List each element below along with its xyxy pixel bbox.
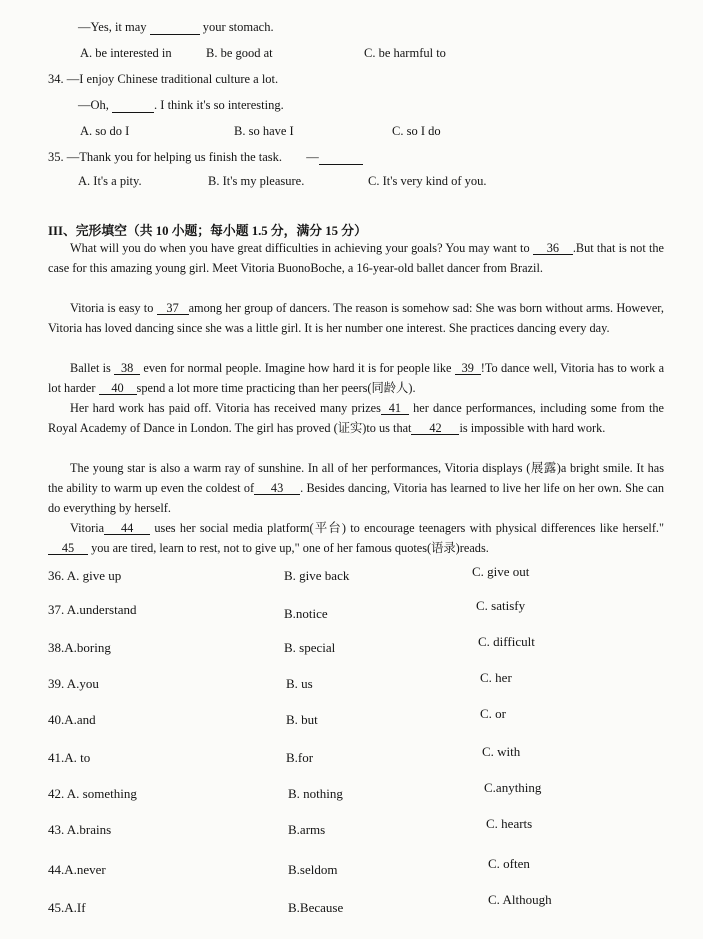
p4-text-c: is impossible with hard work.: [459, 421, 606, 435]
p1-text-b: .But that is not the case for this amazing young girl. Meet Vitoria BuonoBoche, a 16-year-old ballet dancer from Brazil.: [48, 241, 664, 275]
choice-37-c: C. satisfy: [476, 598, 526, 613]
choice-45-b: B.Because: [288, 900, 344, 915]
q34-reply: [78, 98, 284, 113]
choice-row-37: [48, 598, 668, 626]
choice-row-41: [48, 744, 668, 774]
choice-row-44: [48, 856, 668, 886]
choice-37-a: 37. A.understand: [48, 602, 137, 617]
p3-text-d: spend a lot more time practicing than her peers(同龄人).: [136, 381, 416, 395]
blank-42: 42: [411, 422, 459, 435]
q34-blank: [112, 99, 154, 113]
passage-paragraph-1: [48, 238, 664, 278]
choice-39-b: B. us: [286, 676, 313, 691]
choice-39-a: 39. A.you: [48, 676, 99, 691]
p2-text-a: Vitoria is easy to: [70, 301, 154, 315]
q35-stem-text: —Thank you for helping us finish the task.: [66, 150, 282, 164]
p3-text-c: !To dance well, Vitoria has to work a lot harder: [48, 361, 665, 395]
choice-row-40: [48, 706, 668, 736]
choice-41-c: C. with: [482, 744, 521, 759]
choice-40-b: B. but: [286, 712, 318, 727]
choice-40-c: C. or: [480, 706, 506, 721]
p5-text-a: The young star is also a warm ray of sunshine. In all of her performances, Vitoria displays (展露)a bright smile. It has the ability to warm up even the coldest of: [48, 461, 664, 495]
p6-text-c: you are tired, learn to rest, not to give up," one of her famous quotes(语录)reads.: [91, 541, 489, 555]
p5-text-b: . Besides dancing, Vitoria has learned to live her life on her own. She can do everything by herself.: [48, 481, 664, 515]
choice-45-a: 45.A.If: [48, 900, 86, 915]
q33-stem-pre: —Yes, it may: [78, 20, 147, 34]
q34-option-c: C. so I do: [392, 124, 441, 138]
choice-row-45: [48, 892, 668, 924]
choice-43-c: C. hearts: [486, 816, 533, 831]
passage-paragraph-2: [48, 298, 664, 338]
choice-43-b: B.arms: [288, 822, 326, 837]
choice-39-c: C. her: [480, 670, 512, 685]
choice-38-b: B. special: [284, 640, 336, 655]
choice-36-b: B. give back: [284, 568, 350, 583]
p4-text-a: Her hard work has paid off. Vitoria has received many prizes: [70, 401, 381, 415]
choice-40-a: 40.A.and: [48, 712, 96, 727]
blank-39: 39: [455, 362, 481, 375]
p6-text-b: uses her social media platform(平台) to encourage teenagers with physical differences like herself.": [154, 521, 665, 535]
passage-paragraph-5: [48, 458, 664, 518]
p4-text-b: her dance performances, including some from the Royal Academy of Dance in London. The girl has proved (证实)to us that: [48, 401, 665, 435]
blank-43: 43: [254, 482, 300, 495]
choice-44-b: B.seldom: [288, 862, 338, 877]
blank-38: 38: [114, 362, 140, 375]
p2-text-b: among her group of dancers. The reason is somehow sad: She was born without arms. However, Vitoria has loved dancing since she was a little girl. It is her number one interest. She practices dancing every day.: [48, 301, 664, 335]
q33-option-a: A. be interested in: [80, 46, 172, 60]
q35-option-c: C. It's very kind of you.: [368, 174, 487, 188]
choice-43-a: 43. A.brains: [48, 822, 112, 837]
q33-stem-post: your stomach.: [202, 20, 274, 34]
blank-45: 45: [48, 542, 88, 555]
choice-42-b: B. nothing: [288, 786, 343, 801]
choice-row-42: [48, 780, 668, 810]
q35-stem: [48, 150, 363, 165]
choice-38-a: 38.A.boring: [48, 640, 111, 655]
choice-42-c: C.anything: [484, 780, 542, 795]
q34-reply-pre: —Oh,: [78, 98, 109, 112]
blank-41: 41: [381, 402, 409, 415]
q35-number: 35.: [48, 150, 64, 164]
section-title: III、完形填空（共 10 小题；每小题 1.5 分，满分 15 分）: [48, 224, 367, 238]
choice-row-36: [48, 564, 668, 592]
blank-37: 37: [157, 302, 189, 315]
choice-36-c: C. give out: [472, 564, 530, 579]
choice-36-a: 36. A. give up: [48, 568, 122, 583]
passage-paragraph-3: [48, 358, 664, 398]
q35-blank: [319, 151, 363, 165]
passage-paragraph-4: [48, 398, 664, 438]
blank-40: 40: [99, 382, 137, 395]
q35-option-a: A. It's a pity.: [78, 174, 142, 188]
q34-reply-post: . I think it's so interesting.: [154, 98, 284, 112]
choice-41-a: 41.A. to: [48, 750, 91, 765]
q34-option-b: B. so have I: [234, 124, 294, 138]
q33-blank: [150, 21, 200, 35]
q34-option-a: A. so do I: [80, 124, 130, 138]
choice-41-b: B.for: [286, 750, 314, 765]
q34-stem: [48, 72, 278, 87]
choice-42-a: 42. A. something: [48, 786, 137, 801]
p3-text-b: even for normal people. Imagine how hard it is for people like: [143, 361, 452, 375]
choice-37-b: B.notice: [284, 606, 328, 621]
q33-stem: [78, 20, 274, 35]
q35-option-b: B. It's my pleasure.: [208, 174, 305, 188]
choice-45-c: C. Although: [488, 892, 552, 907]
choice-row-39: [48, 670, 668, 700]
choice-38-c: C. difficult: [478, 634, 535, 649]
choice-row-43: [48, 816, 668, 846]
passage-paragraph-6: [48, 518, 664, 558]
p1-text-a: What will you do when you have great difficulties in achieving your goals? You may want to: [70, 241, 530, 255]
choice-44-a: 44.A.never: [48, 862, 106, 877]
p6-text-a: Vitoria: [70, 521, 105, 535]
choice-row-38: [48, 634, 668, 664]
q33-option-b: B. be good at: [206, 46, 273, 60]
p3-text-a: Ballet is: [70, 361, 111, 375]
q34-stem-text: —I enjoy Chinese traditional culture a lot.: [66, 72, 279, 86]
q35-reply-pre: —: [306, 150, 319, 164]
q34-number: 34.: [48, 72, 64, 86]
blank-36: 36: [533, 242, 573, 255]
choice-44-c: C. often: [488, 856, 530, 871]
blank-44: 44: [104, 522, 150, 535]
q33-option-c: C. be harmful to: [364, 46, 446, 60]
